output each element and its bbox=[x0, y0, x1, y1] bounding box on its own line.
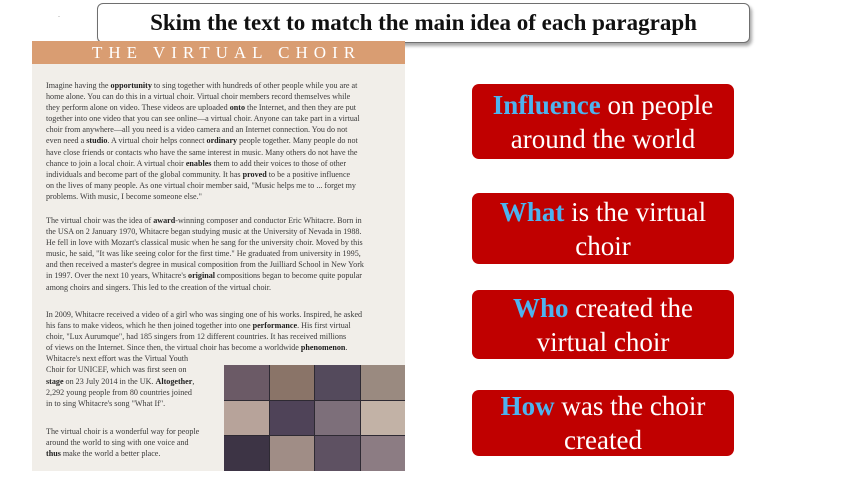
paragraph-line bbox=[46, 320, 394, 331]
photo-tile bbox=[361, 401, 405, 435]
text-run: together into one video that you can see online—a virtual choir. Anyone can take part in a virtual bbox=[46, 114, 360, 124]
paragraph-line bbox=[46, 169, 394, 180]
card-text: created the bbox=[568, 292, 693, 323]
card-keyword: What bbox=[499, 196, 565, 227]
text-run: He fell in love with Mozart's classical music when he sang for the university choir. Moved by this bbox=[46, 238, 363, 248]
card-keyword: Who bbox=[513, 292, 569, 323]
card-line-2: virtual choir bbox=[536, 326, 670, 357]
text-run: even need a bbox=[46, 136, 87, 146]
paragraph-line bbox=[46, 135, 394, 146]
text-run: -winning composer and conductor Eric Whitacre. Born in bbox=[175, 216, 362, 225]
text-run: in to sing Whitacre's song "What If". bbox=[46, 398, 166, 408]
text-run: . His first virtual bbox=[297, 321, 351, 331]
instruction-title-box bbox=[97, 3, 750, 43]
paragraph-line bbox=[46, 191, 394, 202]
paragraph-line bbox=[46, 91, 394, 102]
text-run: of views on the Internet. Since then, the virtual choir has become a worldwide bbox=[46, 343, 301, 353]
card-text: on people bbox=[600, 89, 714, 120]
photo-tile bbox=[315, 365, 360, 400]
text-run: people together. Many people do not bbox=[237, 136, 358, 146]
keyword: original bbox=[188, 271, 215, 281]
keyword: Altogether bbox=[155, 376, 193, 386]
keyword: performance bbox=[252, 321, 298, 331]
card-line-1 bbox=[472, 389, 734, 423]
textbook-page bbox=[32, 41, 405, 471]
text-run: 2,292 young people from 80 countries joined bbox=[46, 387, 192, 397]
text-run: in 1997. Over the next 10 years, Whitacre's bbox=[46, 271, 189, 281]
card-keyword: Influence bbox=[492, 89, 601, 120]
text-run: on the lives of many people. As one virtual choir member said, "Music helps me to ... forget my bbox=[46, 180, 356, 190]
paragraph-1 bbox=[46, 80, 394, 202]
text-run: music, he said, "It was like seeing color for the first time." He graduated from university in 1995, bbox=[46, 249, 361, 259]
card-line-2: around the world bbox=[510, 123, 696, 154]
article-title: THE VIRTUAL CHOIR bbox=[92, 43, 362, 62]
text-run: them to add their voices to those of other bbox=[211, 158, 347, 168]
text-run: , bbox=[192, 376, 195, 386]
text-run: compositions began to become quite popular bbox=[215, 271, 363, 281]
corner-mark: - bbox=[58, 14, 60, 20]
text-run: home alone. You can do this in a virtual choir. Virtual choir members record themselves while bbox=[46, 92, 351, 102]
card-text: is the virtual bbox=[564, 196, 707, 227]
article-banner bbox=[32, 41, 405, 64]
card-line-2: created bbox=[564, 425, 642, 455]
keyword: award bbox=[153, 216, 176, 225]
text-run: . bbox=[345, 343, 348, 353]
paragraph-line bbox=[46, 80, 394, 91]
paragraph-line bbox=[46, 237, 394, 248]
paragraph-line bbox=[46, 124, 394, 135]
paragraph-line bbox=[46, 270, 394, 281]
keyword: thus bbox=[46, 449, 61, 459]
photo-tile bbox=[361, 436, 405, 471]
photo-tile bbox=[224, 436, 269, 471]
choir-collage-photo bbox=[224, 365, 405, 471]
text-run: have close friends or contacts who have the same interest in music. Many others do not have the bbox=[46, 147, 358, 157]
paragraph-line bbox=[46, 147, 394, 158]
card-line-2: choir bbox=[575, 230, 631, 261]
paragraph-line bbox=[46, 215, 394, 226]
photo-tile bbox=[361, 365, 405, 400]
instruction-title: Skim the text to match the main idea of each paragraph bbox=[150, 10, 697, 35]
text-run: make the world a better place. bbox=[60, 449, 161, 459]
card-line-1 bbox=[472, 195, 734, 229]
idea-card-who[interactable] bbox=[472, 290, 734, 359]
keyword: ordinary bbox=[206, 136, 238, 146]
paragraph-2 bbox=[46, 215, 394, 293]
text-run: problems. With music, I become someone else." bbox=[46, 191, 202, 201]
paragraph-4 bbox=[46, 426, 236, 459]
text-run: individuals and become part of the global community. It has bbox=[46, 169, 243, 179]
text-run: the Internet, and then they are put bbox=[245, 103, 357, 113]
text-run: to sing together with hundreds of other people while you are at bbox=[151, 81, 358, 90]
card-line-1 bbox=[472, 88, 734, 122]
text-run: The virtual choir is a wonderful way for people bbox=[46, 427, 200, 436]
idea-card-influence[interactable] bbox=[472, 84, 734, 159]
keyword: opportunity bbox=[110, 81, 152, 90]
paragraph-line bbox=[46, 309, 394, 320]
paragraph-line bbox=[46, 342, 394, 353]
paragraph-line bbox=[46, 437, 236, 448]
paragraph-line bbox=[46, 158, 394, 169]
text-run: chance to join a local choir. A virtual choir bbox=[46, 158, 186, 168]
paragraph-line bbox=[46, 180, 394, 191]
keyword: onto bbox=[229, 103, 245, 113]
text-run: his fans to make videos, which he then joined together into one bbox=[46, 321, 253, 331]
photo-tile bbox=[270, 436, 314, 471]
idea-card-how[interactable] bbox=[472, 390, 734, 456]
text-run: they perform alone on video. These videos are uploaded bbox=[46, 103, 230, 113]
text-run: In 2009, Whitacre received a video of a girl who was singing one of his works. Inspired, he asked bbox=[46, 310, 363, 319]
text-run: on 23 July 2014 in the UK. bbox=[63, 376, 156, 386]
text-run: around the world to sing with one voice and bbox=[46, 438, 189, 448]
photo-tile bbox=[224, 401, 269, 435]
text-run: to be a positive influence bbox=[266, 169, 351, 179]
paragraph-line bbox=[46, 282, 394, 293]
text-run: among choirs and singers. This led to the creation of the virtual choir. bbox=[46, 282, 272, 292]
photo-tile bbox=[270, 401, 314, 435]
text-run: choir, "Lux Aurumque", had 185 singers from 12 different countries. It has received millions bbox=[46, 332, 347, 342]
text-run: and then received a master's degree in musical composition from the Juilliard School in New York bbox=[46, 260, 364, 270]
keyword: stage bbox=[46, 376, 64, 386]
card-keyword: How bbox=[500, 391, 555, 421]
text-run: Imagine having the bbox=[46, 81, 111, 90]
idea-card-what[interactable] bbox=[472, 193, 734, 264]
paragraph-line bbox=[46, 113, 394, 124]
keyword: studio bbox=[86, 136, 108, 146]
text-run: . A virtual choir helps connect bbox=[107, 136, 207, 146]
photo-tile bbox=[270, 365, 314, 400]
text-run: the USA on 2 January 1970, Whitacre began studying music at the University of Nevada in 1988. bbox=[46, 227, 362, 237]
text-run: choir from anywhere—all you need is a video camera and an Internet connection. You do not bbox=[46, 125, 348, 135]
photo-tile bbox=[315, 401, 360, 435]
card-line-1 bbox=[472, 291, 734, 325]
paragraph-line bbox=[46, 102, 394, 113]
photo-tile bbox=[224, 365, 269, 400]
keyword: proved bbox=[242, 169, 267, 179]
photo-tile bbox=[315, 436, 360, 471]
text-run: Whitacre's next effort was the Virtual Youth bbox=[46, 354, 189, 364]
paragraph-line bbox=[46, 426, 236, 437]
paragraph-line bbox=[46, 248, 394, 259]
text-run: The virtual choir was the idea of bbox=[46, 216, 154, 225]
paragraph-line bbox=[46, 259, 394, 270]
paragraph-line bbox=[46, 353, 394, 364]
keyword: enables bbox=[185, 158, 212, 168]
card-text: was the choir bbox=[554, 391, 706, 421]
text-run: Choir for UNICEF, which was first seen on bbox=[46, 365, 187, 375]
paragraph-line bbox=[46, 331, 394, 342]
paragraph-line bbox=[46, 226, 394, 237]
keyword: phenomenon bbox=[300, 343, 346, 353]
paragraph-line bbox=[46, 448, 236, 459]
